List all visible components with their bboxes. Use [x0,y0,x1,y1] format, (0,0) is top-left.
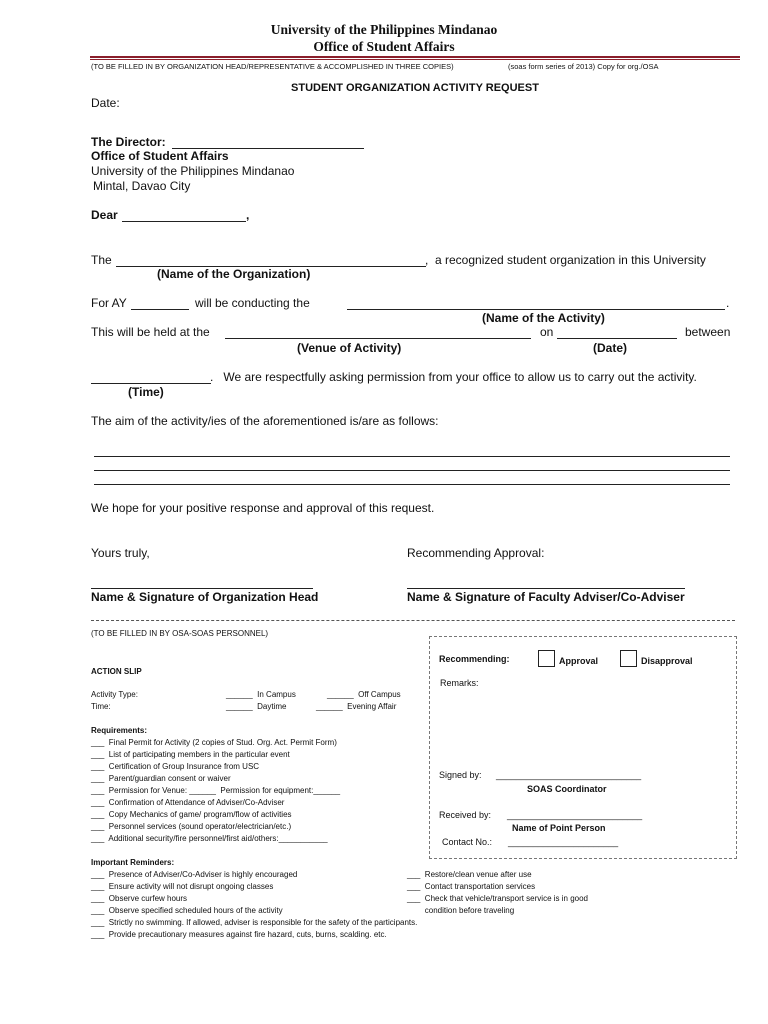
disapproval-option[interactable] [620,650,693,667]
contact-label: Contact No.: [442,837,493,847]
organization-caption: (Name of the Organization) [157,267,311,281]
requirement-item[interactable]: ___ Additional security/fire personnel/first aid/others:___________ [91,834,328,843]
adviser-signature-line[interactable] [407,588,685,589]
in-campus-option[interactable]: ______ In Campus [226,690,296,699]
contact-field[interactable]: ______________________ [508,837,619,847]
activity-period: . [726,296,730,310]
requirements-title: Requirements: [91,726,148,735]
venue-caption: (Venue of Activity) [297,341,402,355]
time-caption: (Time) [128,385,164,399]
adviser-signature-label: Name & Signature of Faculty Adviser/Co-Adviser [407,590,685,604]
reminder-item[interactable]: ___ Ensure activity will not disrupt ongoing classes [91,882,274,891]
requirement-item[interactable]: ___ Parent/guardian consent or waiver [91,774,231,783]
held-label: This will be held at the [91,325,210,339]
activity-type-label: Activity Type: [91,690,138,699]
disapproval-checkbox[interactable] [620,650,637,667]
reminders-title: Important Reminders: [91,858,175,867]
requirement-item[interactable]: ___ Personnel services (sound operator/electrician/etc.) [91,822,292,831]
reminder-item[interactable]: ___ Contact transportation services [407,882,536,891]
evening-option[interactable]: ______ Evening Affair [316,702,397,711]
on-label: on [540,325,554,339]
header-rule [90,56,740,58]
approval-label: Approval [559,656,599,666]
disapproval-label: Disapproval [641,656,693,666]
ay-label: For AY [91,296,127,310]
date-label: Date: [91,96,120,110]
activity-field[interactable] [347,309,725,310]
daytime-option[interactable]: ______ Daytime [226,702,287,711]
requirement-item[interactable]: ___ Final Permit for Activity (2 copies of Stud. Org. Act. Permit Form) [91,738,337,747]
address-line-3: Mintal, Davao City [93,179,191,193]
dear-label: Dear [91,208,118,222]
action-slip-note: (TO BE FILLED IN BY OSA-SOAS PERSONNEL) [91,629,269,638]
aim-line-1[interactable] [94,456,730,457]
address-line-1: Office of Student Affairs [91,149,229,163]
university-name: University of the Philippines Mindanao [270,22,498,37]
head-signature-line[interactable] [91,588,313,589]
reminder-item[interactable]: ___ Restore/clean venue after use [407,870,532,879]
date-field[interactable] [557,338,677,339]
address-line-2: University of the Philippines Mindanao [91,164,295,178]
aim-line-3[interactable] [94,484,730,485]
conducting-label: will be conducting the [195,296,310,310]
dear-comma: , [246,208,250,222]
reminder-item[interactable]: ___ Observe curfew hours [91,894,188,903]
reminder-item-continued: condition before traveling [407,906,515,915]
approval-checkbox[interactable] [538,650,555,667]
venue-field[interactable] [225,338,531,339]
yours-label: Yours truly, [91,546,150,560]
action-slip-title: ACTION SLIP [91,667,142,676]
signed-by-field[interactable]: _____________________________ [496,770,642,780]
received-by-label: Received by: [439,810,492,820]
header-note-right: (soas form series of 2013) Copy for org./OSA [508,62,659,71]
reminder-item[interactable]: ___ Check that vehicle/transport service is in good [407,894,588,903]
head-signature-label: Name & Signature of Organization Head [91,590,319,604]
header-note-left: (TO BE FILLED IN BY ORGANIZATION HEAD/REPRESENTATIVE & ACCOMPLISHED IN THREE COPIES) [91,62,454,71]
director-label: The Director: [91,135,166,149]
permission-text: . We are respectfully asking permission from your office to allow us to carry out the activity. [210,370,697,384]
header-rule-thin [90,59,740,60]
off-campus-option[interactable]: ______ Off Campus [327,690,401,699]
time-field[interactable] [91,383,211,384]
reminder-item[interactable]: ___ Observe specified scheduled hours of the activity [91,906,283,915]
requirement-item[interactable]: ___ Copy Mechanics of game/ program/flow of activities [91,810,292,819]
between-label: between [685,325,731,339]
recommending-label: Recommending: [439,654,510,664]
form-title: STUDENT ORGANIZATION ACTIVITY REQUEST [291,82,539,94]
aim-label: The aim of the activity/ies of the aforementioned is/are as follows: [91,414,439,428]
the-label: The [91,253,112,267]
cut-line [91,620,735,621]
reminder-item[interactable]: ___ Presence of Adviser/Co-Adviser is highly encouraged [91,870,298,879]
remarks-label: Remarks: [440,678,479,688]
recommending-approval-label: Recommending Approval: [407,546,545,560]
requirement-item[interactable]: ___ List of participating members in the particular event [91,750,290,759]
point-person-label: Name of Point Person [512,823,606,833]
signed-by-label: Signed by: [439,770,482,780]
requirement-item[interactable]: ___ Certification of Group Insurance from USC [91,762,260,771]
date-caption: (Date) [593,341,628,355]
requirement-item[interactable]: ___ Confirmation of Attendance of Adviser/Co-Adviser [91,798,285,807]
approval-option[interactable] [538,650,598,667]
requirement-item[interactable]: ___ Permission for Venue: ______ Permission for equipment:______ [91,786,341,795]
received-by-field[interactable]: ___________________________ [507,810,643,820]
soas-coordinator-label: SOAS Coordinator [527,784,607,794]
aim-line-2[interactable] [94,470,730,471]
dear-field[interactable] [122,221,246,222]
hope-text: We hope for your positive response and approval of this request. [91,501,435,515]
ay-field[interactable] [131,309,189,310]
reminder-item[interactable]: ___ Provide precautionary measures against fire hazard, cuts, burns, scalding. etc. [91,930,387,939]
activity-caption: (Name of the Activity) [482,311,605,325]
office-name: Office of Student Affairs [313,39,455,54]
organization-suffix: , a recognized student organization in this University [425,253,706,267]
reminder-item[interactable]: ___ Strictly no swimming. If allowed, adviser is responsible for the safety of the participants. [91,918,418,927]
time-label: Time: [91,702,111,711]
